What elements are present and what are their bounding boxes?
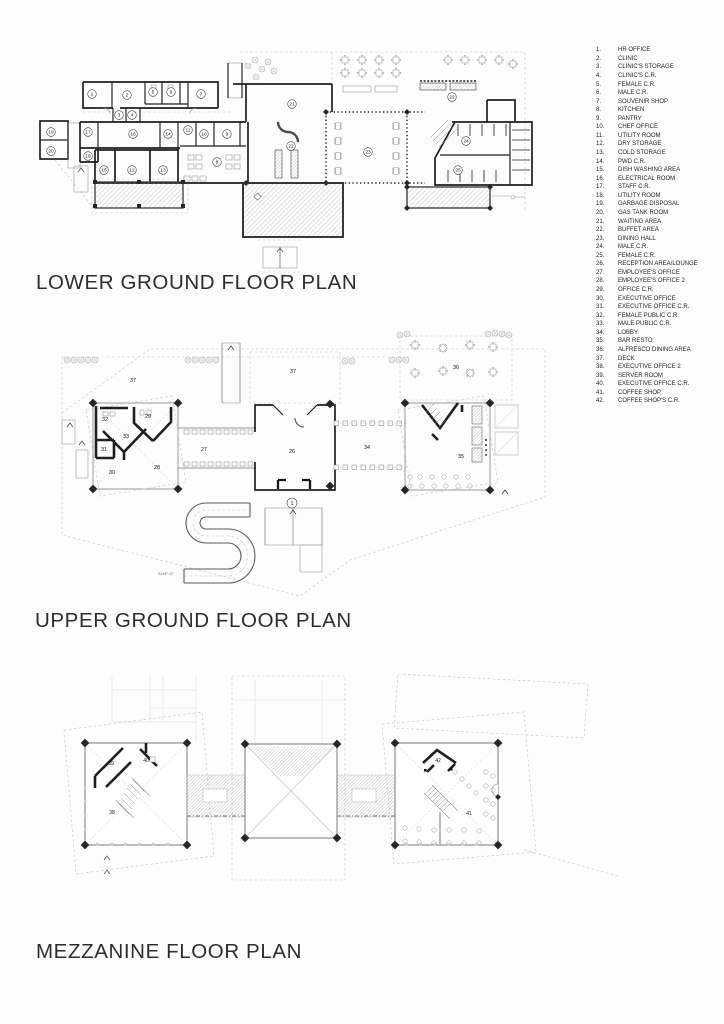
room-label: 30 [109,469,115,476]
room-label: 19 [48,130,54,136]
room-label: 28 [154,464,160,471]
legend-label: MALE PUBLIC C.R. [618,321,672,328]
legend-label: EXECUTIVE OFFICE C.R. [618,304,690,311]
legend-item [596,243,722,252]
legend-label: KITCHEN [618,107,645,114]
legend-item [596,217,722,226]
room-legend [596,46,722,406]
legend-label: ALFRESCO DINING AREA [618,346,691,353]
ramp-up-note: RAMP UP [158,572,174,576]
legend-label: DECK [618,355,635,362]
legend-item [596,115,722,124]
legend-item [596,329,722,338]
legend-label: COFFEE SHOP [618,389,662,396]
legend-number: 34. [596,329,605,336]
legend-item [596,371,722,380]
legend-number: 32. [596,312,605,319]
legend-label: DRY STORAGE [618,141,662,148]
room-label: 29 [145,413,151,420]
legend-label: ELECTRICAL ROOM [618,175,676,182]
legend-number: 8. [596,107,602,114]
legend-number: 19. [596,201,605,208]
legend-label: GAS TANK ROOM [618,209,669,216]
room-label: 23 [365,150,371,156]
legend-number: 10. [596,124,605,131]
legend-label: WAITING AREA [618,218,662,225]
legend-number: 42. [596,398,605,405]
legend-label: PANTRY [618,115,642,122]
legend-label: FEMALE C.R. [618,81,656,88]
legend-label: COLD STORAGE [618,150,666,157]
legend-item [596,277,722,286]
legend-number: 12. [596,141,605,148]
room-label: 26 [289,448,295,455]
legend-number: 18. [596,192,605,199]
legend-number: 29. [596,287,605,294]
legend-item [596,123,722,132]
room-label: 11 [185,128,191,134]
legend-item [596,55,722,64]
room-label: 1 [90,92,94,98]
legend-number: 23. [596,235,605,242]
legend-item [596,269,722,278]
room-label: 14 [165,132,171,138]
room-label: 33 [123,433,129,440]
legend-number: 20. [596,209,605,216]
legend-item [596,80,722,89]
legend-item [596,303,722,312]
room-label: 42 [435,757,441,764]
room-label: 9 [225,132,229,138]
legend-label: SERVER ROOM [618,372,663,379]
legend-label: BAR RESTO [618,338,653,345]
legend-number: 35. [596,338,605,345]
legend-number: 40. [596,381,605,388]
legend-item [596,286,722,295]
legend-item [596,132,722,141]
legend-label: DINING HALL [618,235,656,242]
legend-number: 3. [596,64,602,71]
legend-number: 39. [596,372,605,379]
kitchen-islands [184,155,240,181]
legend-number: 6. [596,90,602,97]
legend-item [596,72,722,81]
room-label: 10 [201,132,207,138]
legend-item [596,234,722,243]
room-label: 37 [130,377,136,384]
legend-number: 5. [596,81,602,88]
legend-label: UTILITY ROOM [618,132,661,139]
legend-number: 27. [596,269,605,276]
legend-number: 21. [596,218,605,225]
legend-number: 36. [596,346,605,353]
room-label: 37 [290,368,296,375]
room-label: 6 [169,90,173,96]
legend-label: MALE C.R. [618,244,649,251]
legend-item [596,354,722,363]
mezzanine-plan-title: MEZZANINE FLOOR PLAN [36,940,303,963]
legend-item [596,311,722,320]
legend-number: 15. [596,167,605,174]
legend-label: EXECUTIVE OFFICE 2 [618,364,681,371]
legend-label: DISH WASHING AREA [618,167,681,174]
room-label: 4 [130,113,134,119]
lower-ground-plan-title: LOWER GROUND FLOOR PLAN [36,271,358,294]
room-label: 2 [125,93,129,99]
legend-label: OFFICE C.R. [618,287,654,294]
legend-item [596,320,722,329]
legend-number: 1. [596,47,602,54]
room-label: 32 [102,416,108,423]
room-label: 8 [215,160,219,166]
legend-number: 11. [596,132,604,139]
legend-number: 33. [596,321,605,328]
switchback-ramp [184,503,255,583]
legend-number: 37. [596,355,605,362]
legend-item [596,166,722,175]
room-label: 31 [101,446,107,453]
room-label: 35 [458,453,464,460]
room-label: 3 [117,113,121,119]
legend-label: EMPLOYEE'S OFFICE 2 [618,278,685,285]
room-label: 16 [130,132,136,138]
legend-number: 17. [596,184,605,191]
legend-label: CLINIC [618,55,638,62]
legend-label: EXECUTIVE OFFICE [618,295,676,302]
deck-hatch-left [93,180,185,208]
legend-label: LOBBY [618,329,639,336]
room-label: 15 [101,168,107,174]
legend-number: 25. [596,252,605,259]
legend-label: EMPLOYEE'S OFFICE [618,269,680,276]
legend-label: CLINIC'S STORAGE [618,64,674,71]
legend-number: 31. [596,304,605,311]
legend-item [596,209,722,218]
room-label: 17 [85,130,91,136]
legend-label: HR OFFICE [618,47,651,54]
legend-label: CHEF OFFICE [618,124,658,131]
bench-rows [184,430,253,466]
legend-label: PWD C.R. [618,158,646,165]
legend-label: GARBAGE DISPOSAL [618,201,680,208]
legend-number: 41. [596,389,605,396]
legend-number: 22. [596,227,605,234]
upper-ground-plan-title: UPPER GROUND FLOOR PLAN [35,609,352,632]
deck-hatch-right [404,184,525,211]
legend-item [596,294,722,303]
legend-item [596,192,722,201]
legend-item [596,226,722,235]
room-label: 25 [455,168,461,174]
legend-item [596,260,722,269]
legend-number: 2. [596,55,602,62]
legend-label: MALE C.R. [618,90,649,97]
legend-number: 38. [596,364,605,371]
legend-item [596,140,722,149]
legend-item [596,174,722,183]
legend-label: RECEPTION AREA/LOUNGE [618,261,698,268]
legend-item [596,200,722,209]
lower-ground-plan-drawing [40,52,532,272]
room-label: 22 [449,95,455,101]
mezzanine-plan-drawing [64,674,618,880]
legend-item [596,252,722,261]
room-label: 34 [364,444,370,451]
legend-number: 9. [596,115,602,122]
legend-item [596,183,722,192]
upper-ground-plan-drawing [62,330,545,596]
room-label: 20 [48,149,54,155]
room-labels-upper [101,365,464,508]
room-label: 1 [290,500,294,507]
room-label: 18 [85,154,91,160]
legend-item [596,380,722,389]
legend-item [596,389,722,398]
legend-number: 4. [596,72,602,79]
legend-number: 16. [596,175,605,182]
room-label: 7 [199,92,203,98]
legend-item [596,106,722,115]
room-label: 22 [288,144,294,150]
room-label: 12 [129,168,135,174]
room-label: 13 [160,168,166,174]
legend-number: 26. [596,261,605,268]
legend-label: FEMALE PUBLIC C.R. [618,312,680,319]
legend-number: 13. [596,150,605,157]
legend-label: EXECUTIVE OFFICE C.R. [618,381,690,388]
legend-number: 7. [596,98,602,105]
legend-label: UTILITY ROOM [618,192,661,199]
room-label: 5 [151,90,155,96]
legend-item [596,89,722,98]
room-label: 39 [108,760,114,767]
room-label: 24 [463,139,469,145]
room-label: 40 [143,757,149,764]
legend-number: 28. [596,278,605,285]
legend-label: SOUVENIR SHOP [618,98,669,105]
room-label: 36 [453,364,459,371]
legend-item [596,397,722,406]
legend-item [596,337,722,346]
room-label: 21 [289,102,295,108]
legend-item [596,46,722,55]
legend-item [596,157,722,166]
legend-label: BUFFET AREA [618,227,659,234]
legend-item [596,149,722,158]
legend-label: CLINIC'S C.R. [618,72,657,79]
legend-number: 14. [596,158,605,165]
room-label: 41 [466,810,472,817]
legend-label: STAFF C.R. [618,184,651,191]
legend-number: 24. [596,244,605,251]
legend-label: FEMALE C.R. [618,252,656,259]
legend-item [596,363,722,372]
legend-number: 30. [596,295,605,302]
legend-item [596,346,722,355]
legend-item [596,63,722,72]
deck-hatch-center [243,183,343,237]
room-label: 38 [109,809,115,816]
legend-item [596,97,722,106]
room-label: 27 [201,446,207,453]
legend-label: COFFEE SHOP'S C.R. [618,398,680,405]
